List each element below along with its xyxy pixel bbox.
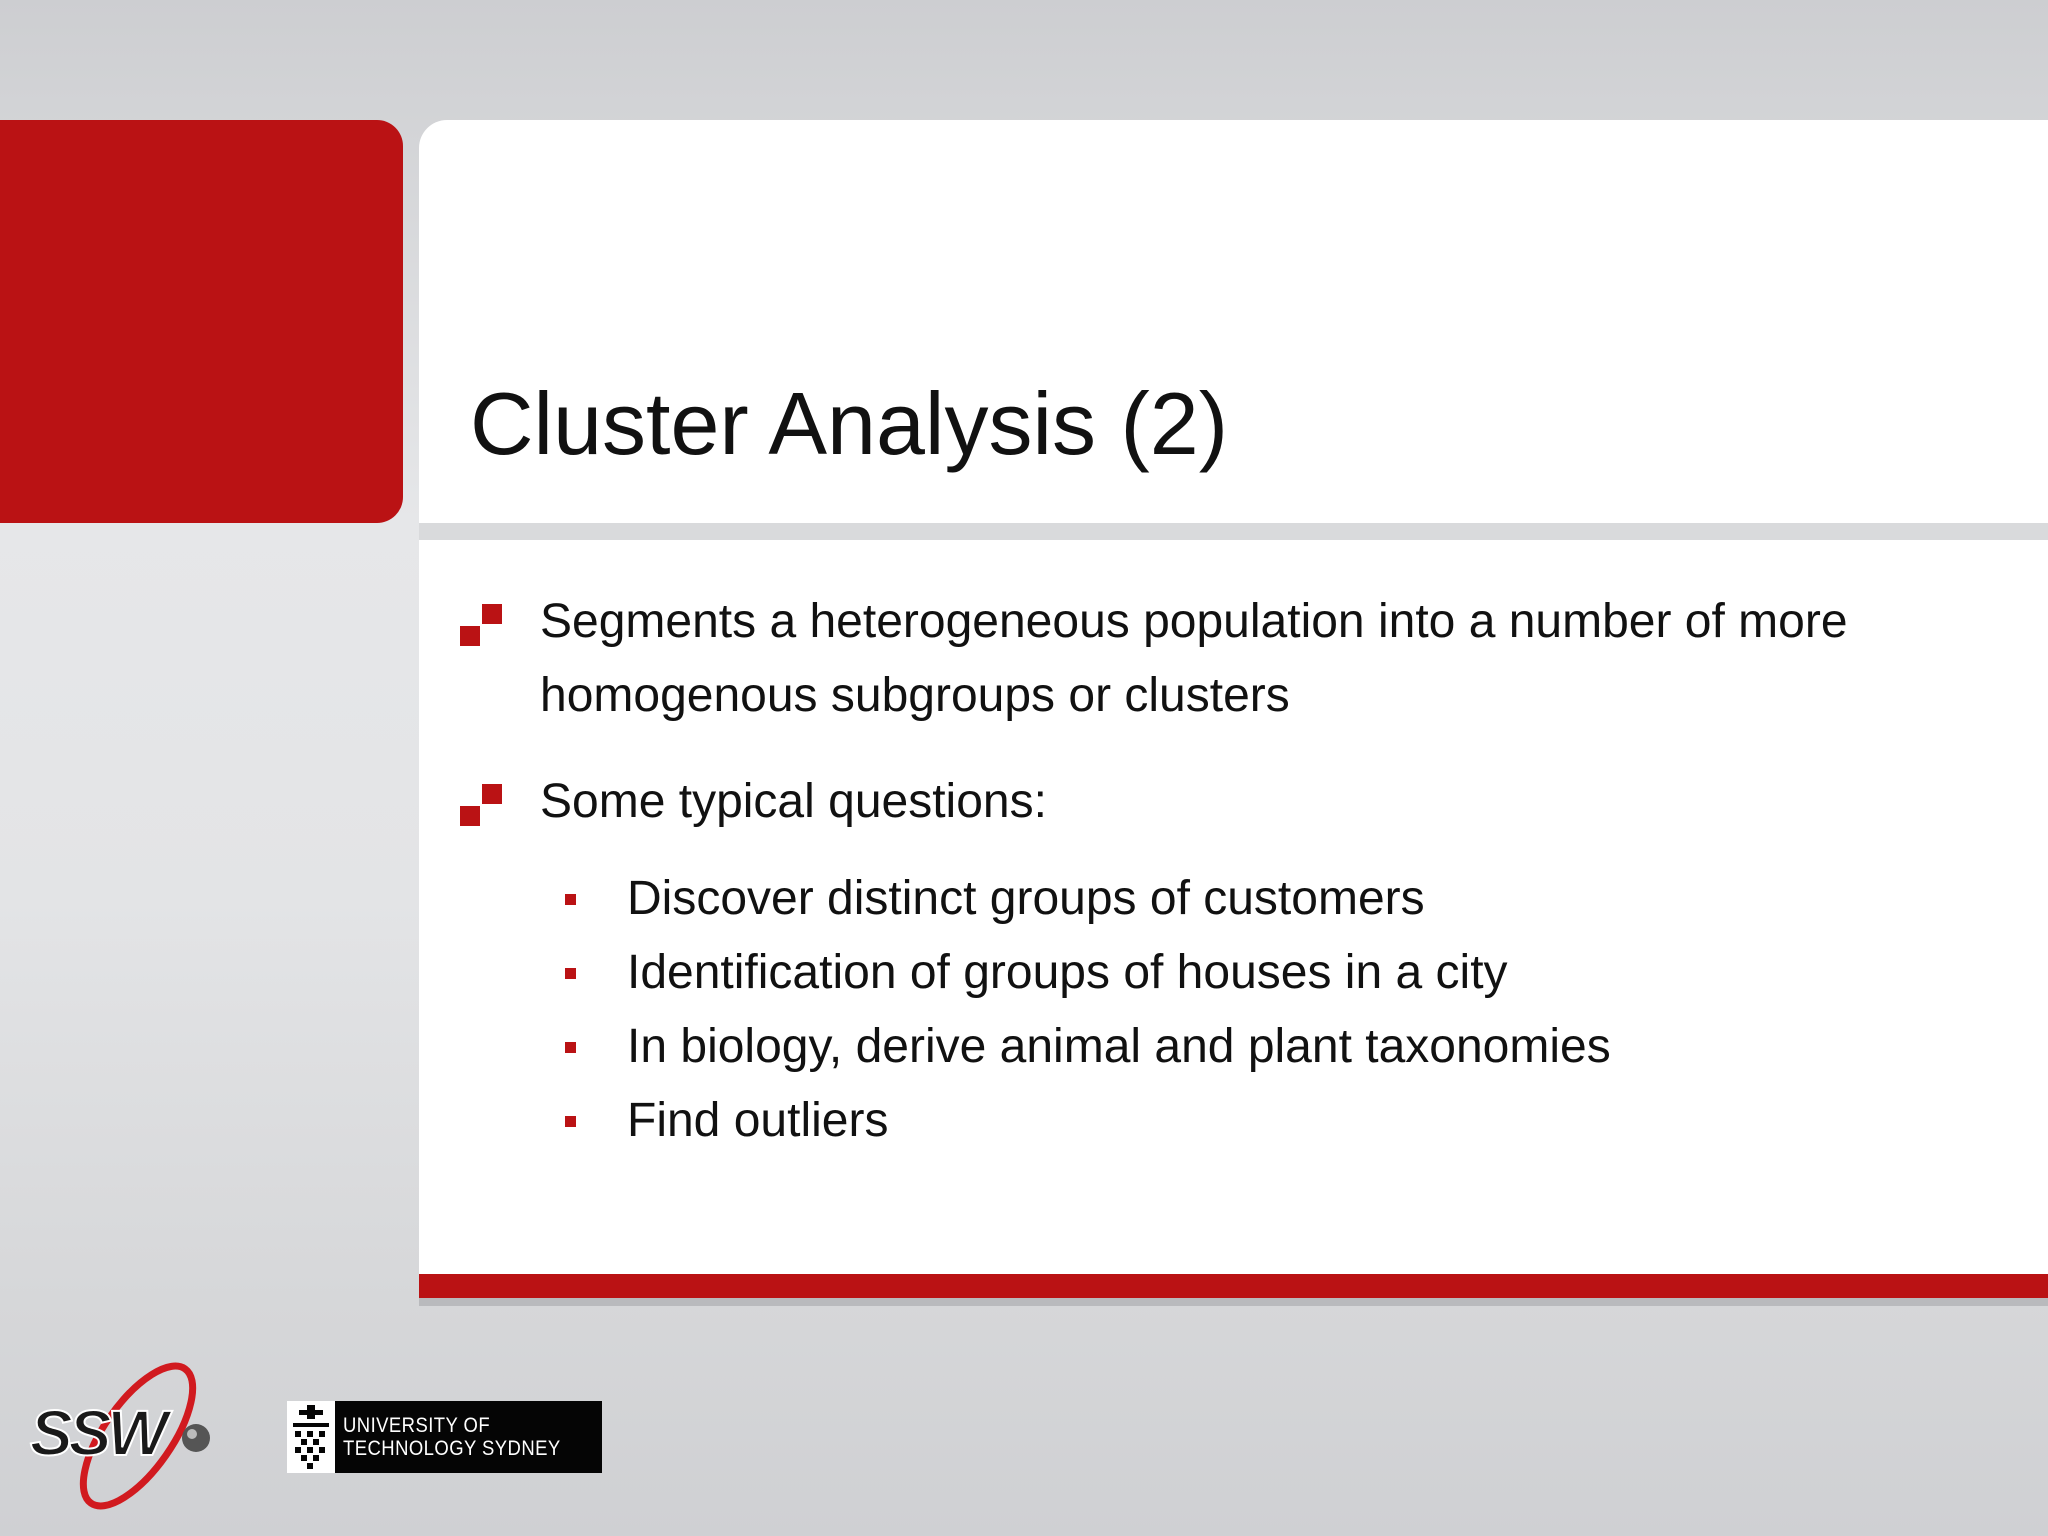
uts-crest-icon — [287, 1401, 335, 1473]
uts-logo-line1: UNIVERSITY OF — [343, 1414, 491, 1437]
subbullet-text: Find outliers — [627, 1094, 889, 1147]
red-square-bullet-icon — [565, 1116, 576, 1127]
subbullet-text: Identification of groups of houses in a city — [627, 946, 1508, 999]
uts-logo-text — [343, 1414, 561, 1460]
subbullet-item — [560, 862, 1611, 936]
uts-logo — [287, 1401, 602, 1473]
bullet-text: Segments a heterogeneous population into a number of more homogenous subgroups or clusters — [540, 595, 1848, 722]
red-squares-bullet-icon — [460, 784, 502, 826]
subbullet-text: Discover distinct groups of customers — [627, 872, 1425, 925]
red-square-bullet-icon — [565, 968, 576, 979]
slide-title: Cluster Analysis (2) — [470, 374, 1229, 473]
uts-logo-line2: TECHNOLOGY SYDNEY — [343, 1437, 561, 1460]
ssw-logo-text: SSW — [30, 1397, 164, 1469]
red-squares-bullet-icon — [460, 604, 502, 646]
ssw-logo-icon — [28, 1350, 238, 1520]
footer-shadow-bar — [419, 1298, 2048, 1306]
ssw-logo — [28, 1350, 238, 1520]
subbullet-item — [560, 936, 1611, 1010]
subbullet-item — [560, 1010, 1611, 1084]
title-accent-block — [0, 120, 403, 523]
subbullet-list — [560, 862, 1611, 1158]
bullet-list — [460, 585, 2020, 871]
bullet-text: Some typical questions: — [540, 775, 1047, 828]
bullet-item — [460, 585, 2020, 733]
red-square-bullet-icon — [565, 894, 576, 905]
subbullet-text: In biology, derive animal and plant taxonomies — [627, 1020, 1611, 1073]
title-divider — [419, 523, 2048, 540]
subbullet-item — [560, 1084, 1611, 1158]
red-square-bullet-icon — [565, 1042, 576, 1053]
footer-red-bar — [419, 1274, 2048, 1298]
bullet-item — [460, 765, 2020, 839]
